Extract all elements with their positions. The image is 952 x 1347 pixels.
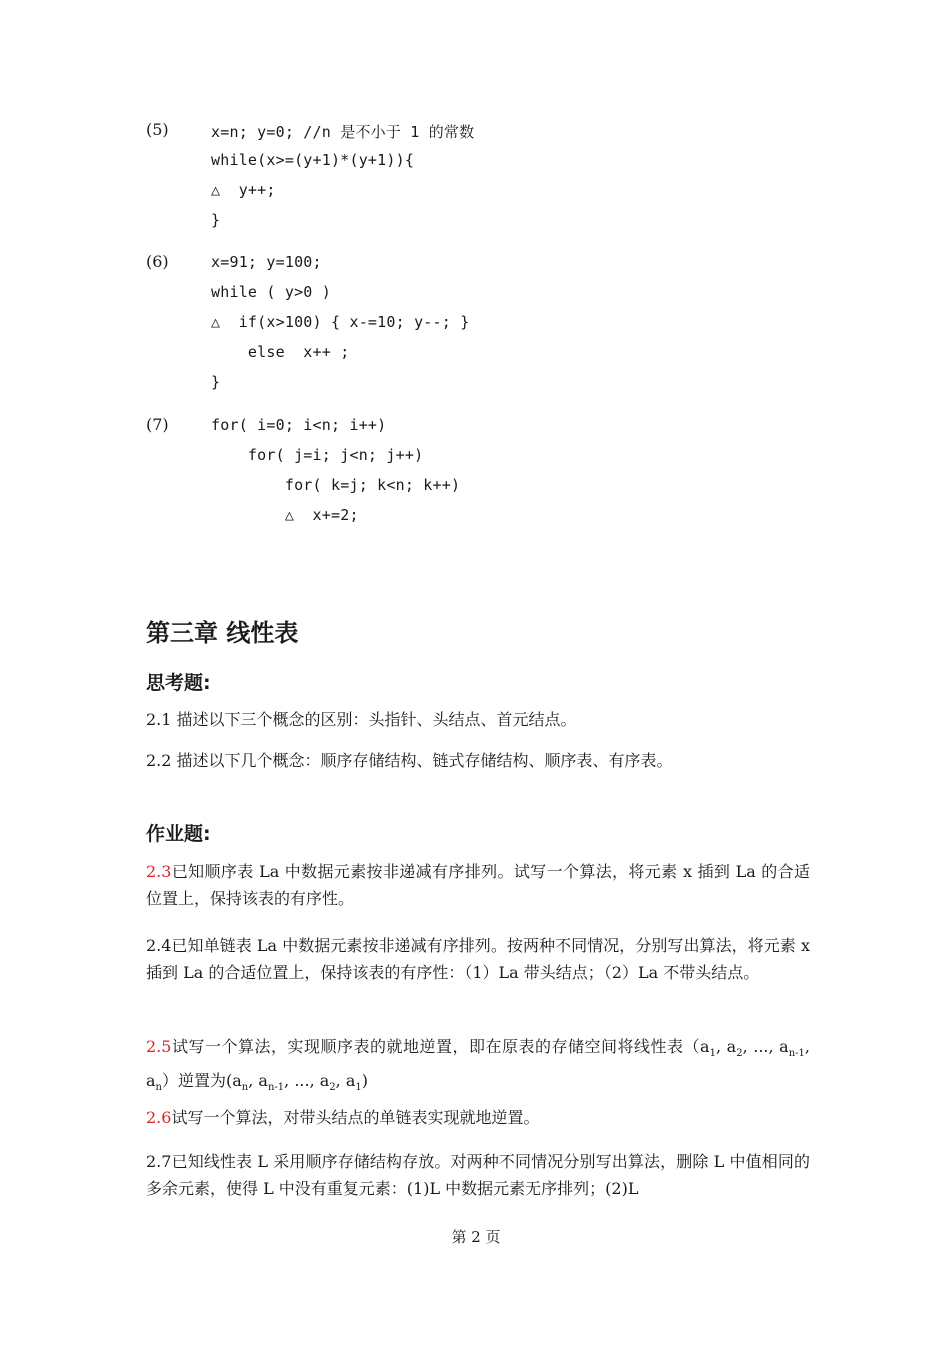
subscript: n-1 [788,1048,805,1060]
code-line: for( k=j; k<n; k++) [211,476,461,494]
seq-text: , a [146,1037,810,1091]
homework-2-5 [146,1033,810,1101]
subscript: 2 [329,1082,336,1094]
code-line: else x++ ; [211,343,350,361]
question-text: 描述以下三个概念的区别：头指针、头结点、首元结点。 [171,710,577,729]
question-number: 2.1 [146,710,172,729]
homework-2-4 [146,932,810,986]
code-line: △ x+=2; [211,506,359,524]
section-title-homework: 作业题: [146,823,211,845]
problem-number: (5) [146,120,169,139]
homework-2-3 [146,858,810,912]
question-2-1 [146,706,810,733]
question-2-2 [146,747,810,774]
code-line: while ( y>0 ) [211,283,331,301]
code-line: x=91; y=100; [211,253,322,271]
subscript: 1 [709,1048,716,1060]
homework-number: 2.6 [146,1108,172,1127]
code-line: for( j=i; j<n; j++) [211,446,424,464]
homework-text: 试写一个算法，实现顺序表的就地逆置，即在原表的存储空间将线性表（a [171,1037,710,1056]
homework-number: 2.4 [146,936,172,955]
code-line: △ if(x>100) { x-=10; y--; } [211,313,470,331]
subscript: 2 [736,1048,743,1060]
seq-text: , a [715,1037,737,1056]
subscript: n-1 [267,1082,285,1094]
seq-text: , a [335,1071,356,1091]
homework-text: 已知线性表 L 采用顺序存储结构存放。对两种不同情况分别写出算法，删除 L 中值相同的多余元素，使得 L 中没有重复元素：(1)L 中数据元素无序排列；(2)L [146,1152,810,1198]
subscript: 1 [355,1082,362,1094]
seq-text: ）逆置为(a [162,1071,242,1091]
question-number: 2.2 [146,751,172,770]
problem-number: (7) [146,415,169,434]
code-line: while(x>=(y+1)*(y+1)){ [211,151,415,169]
code-line: } [211,211,221,229]
code-line: } [211,373,221,391]
subscript: n [155,1082,162,1094]
subscript: n [241,1082,249,1094]
homework-text: 已知单链表 La 中数据元素按非递减有序排列。按两种不同情况，分别写出算法，将元素 x 插到 La 的合适位置上，保持该表的有序性：（1）La 带头结点；（2）La 不带头结点。 [146,936,810,982]
homework-number: 2.3 [146,862,172,881]
seq-text: ) [361,1071,369,1091]
homework-text: 已知顺序表 La 中数据元素按非递减有序排列。试写一个算法，将元素 x 插到 La 的合适位置上，保持该表的有序性。 [146,862,810,908]
homework-text: 试写一个算法，对带头结点的单链表实现就地逆置。 [171,1108,540,1127]
question-text: 描述以下几个概念：顺序存储结构、链式存储结构、顺序表、有序表。 [171,751,673,770]
homework-number: 2.7 [146,1152,172,1171]
homework-2-7 [146,1148,810,1202]
chapter-title: 第三章 线性表 [146,619,299,647]
homework-2-6 [146,1104,810,1131]
section-title-thinking: 思考题: [146,672,211,694]
problem-number: (6) [146,252,169,271]
seq-text: , ..., a [742,1037,789,1056]
homework-number: 2.5 [146,1037,172,1056]
code-line: x=n; y=0; //n 是不小于 1 的常数 [211,123,475,141]
code-line: △ y++; [211,181,276,199]
page-footer: 第 2 页 [451,1228,501,1246]
code-line: for( i=0; i<n; i++) [211,416,387,434]
seq-text: , a [248,1071,268,1091]
seq-text: , ..., a [284,1071,330,1091]
